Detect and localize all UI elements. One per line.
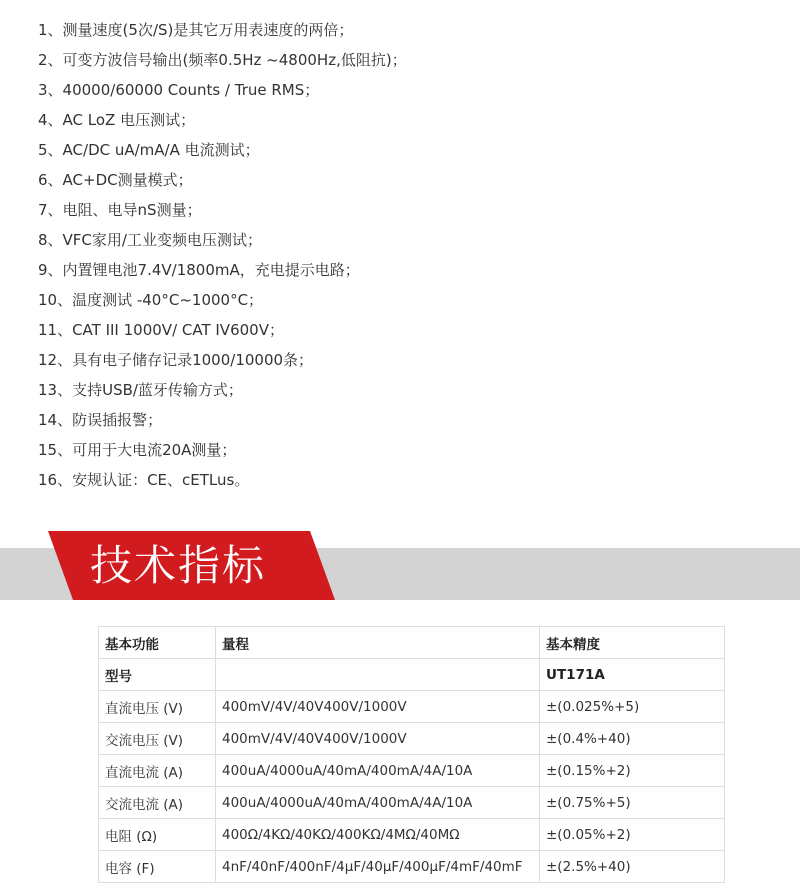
- accuracy-cell: ±(2.5%+40): [540, 851, 725, 883]
- function-cell: 交流电流 (A): [99, 787, 216, 819]
- range-cell: 4nF/40nF/400nF/4μF/40μF/400μF/4mF/40mF: [216, 851, 540, 883]
- section-title: 技术指标: [90, 541, 267, 590]
- table-row: [99, 787, 725, 819]
- table-row: [99, 723, 725, 755]
- model-row: [99, 659, 725, 691]
- table-header-row: [99, 627, 725, 659]
- header-cell-accuracy: 基本精度: [540, 627, 725, 659]
- spec-table: [98, 626, 725, 883]
- model-value-cell: UT171A: [540, 659, 725, 691]
- table-row: [99, 851, 725, 883]
- feature-item: 14、防误插报警；: [38, 411, 163, 429]
- model-empty-cell: [216, 659, 540, 691]
- accuracy-cell: ±(0.15%+2): [540, 755, 725, 787]
- function-cell: 交流电压 (V): [99, 723, 216, 755]
- accuracy-cell: ±(0.05%+2): [540, 819, 725, 851]
- function-cell: 电容 (F): [99, 851, 216, 883]
- accuracy-cell: ±(0.75%+5): [540, 787, 725, 819]
- table-row: [99, 819, 725, 851]
- feature-item: 13、支持USB/蓝牙传输方式；: [38, 381, 243, 399]
- feature-item: 5、AC/DC uA/mA/A 电流测试；: [38, 141, 260, 159]
- range-cell: 400mV/4V/40V400V/1000V: [216, 723, 540, 755]
- feature-item: 9、内置锂电池7.4V/1800mA，充电提示电路；: [38, 261, 360, 279]
- feature-item: 10、温度测试 -40°C~1000°C；: [38, 291, 264, 309]
- feature-item: 16、安规认证：CE、cETLus。: [38, 471, 250, 489]
- table-row: [99, 691, 725, 723]
- feature-item: 4、AC LoZ 电压测试；: [38, 111, 196, 129]
- feature-item: 15、可用于大电流20A测量；: [38, 441, 237, 459]
- model-label-cell: 型号: [99, 659, 216, 691]
- feature-item: 7、电阻、电导nS测量；: [38, 201, 202, 219]
- accuracy-cell: ±(0.4%+40): [540, 723, 725, 755]
- header-cell-function: 基本功能: [99, 627, 216, 659]
- feature-item: 2、可变方波信号输出(频率0.5Hz ~4800Hz,低阻抗)；: [38, 51, 407, 69]
- accuracy-cell: ±(0.025%+5): [540, 691, 725, 723]
- function-cell: 直流电压 (V): [99, 691, 216, 723]
- feature-item: 6、AC+DC测量模式；: [38, 171, 193, 189]
- feature-list: [38, 15, 407, 495]
- range-cell: 400Ω/4KΩ/40KΩ/400KΩ/4MΩ/40MΩ: [216, 819, 540, 851]
- range-cell: 400mV/4V/40V400V/1000V: [216, 691, 540, 723]
- range-cell: 400uA/4000uA/40mA/400mA/4A/10A: [216, 755, 540, 787]
- header-cell-range: 量程: [216, 627, 540, 659]
- function-cell: 电阻 (Ω): [99, 819, 216, 851]
- feature-item: 8、VFC家用/工业变频电压测试；: [38, 231, 262, 249]
- feature-item: 12、具有电子储存记录1000/10000条；: [38, 351, 314, 369]
- function-cell: 直流电流 (A): [99, 755, 216, 787]
- feature-item: 3、40000/60000 Counts / True RMS；: [38, 81, 320, 99]
- range-cell: 400uA/4000uA/40mA/400mA/4A/10A: [216, 787, 540, 819]
- feature-item: 11、CAT III 1000V/ CAT IV600V；: [38, 321, 284, 339]
- table-row: [99, 755, 725, 787]
- feature-item: 1、测量速度(5次/S)是其它万用表速度的两倍；: [38, 21, 354, 39]
